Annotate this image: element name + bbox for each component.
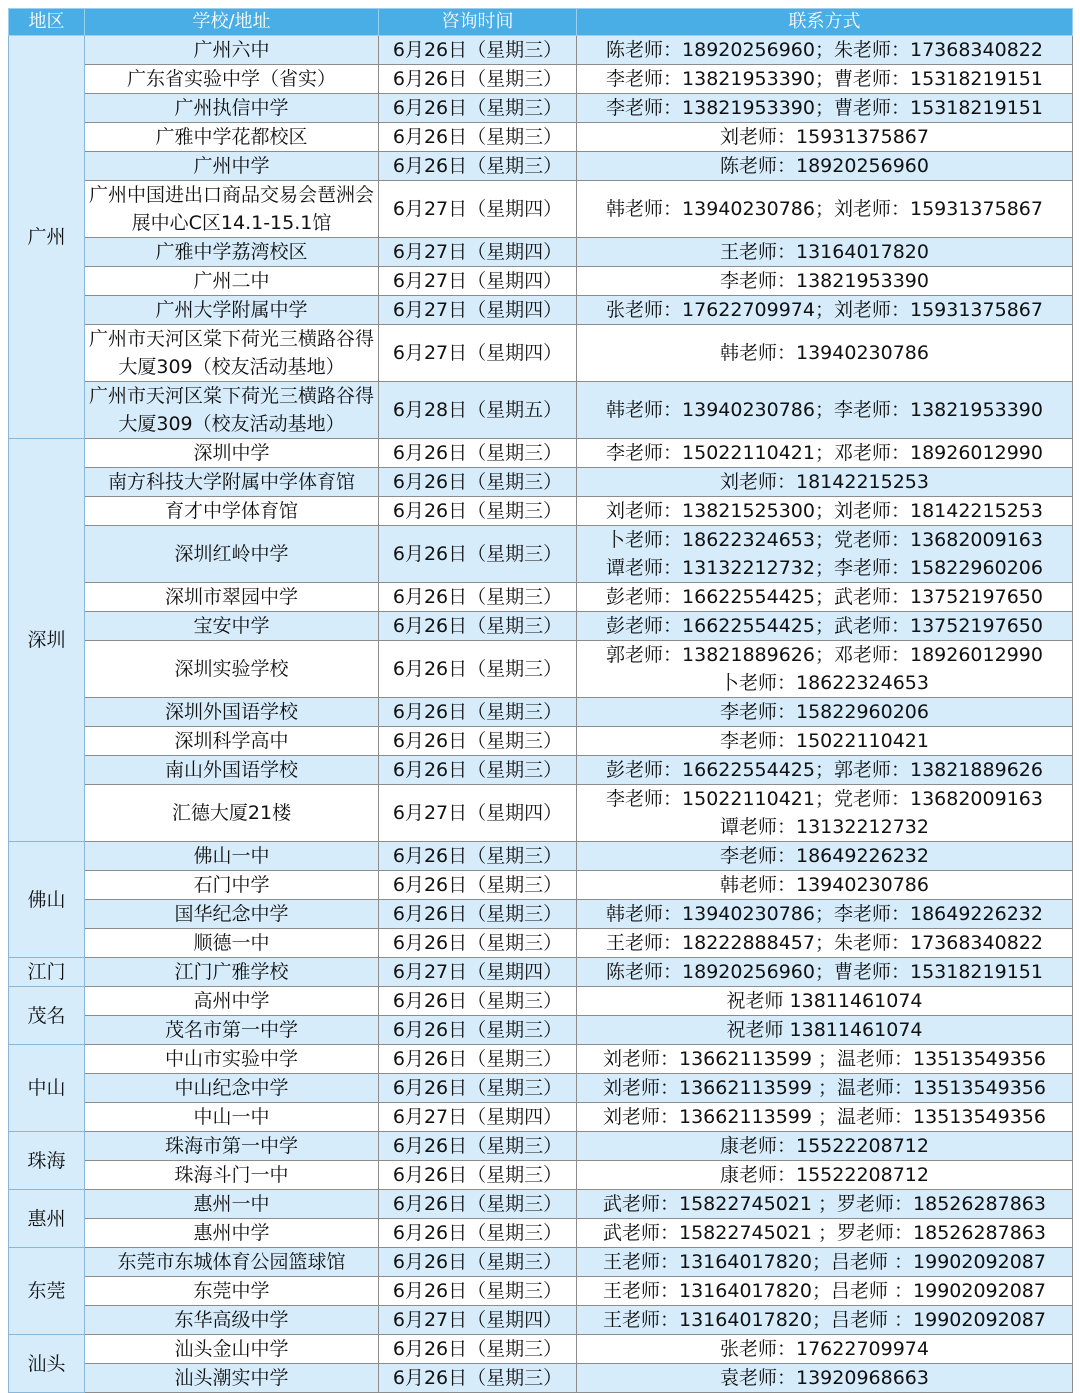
contact-line: 王老师：13164017820；吕老师 ：19902092087 [603, 1280, 1046, 1302]
contact-cell [577, 497, 1073, 526]
table-row [9, 1103, 1073, 1132]
contact-line: 李老师：15022110421；党老师：13682009163 [606, 788, 1043, 810]
contact-cell [577, 325, 1073, 382]
school-cell: 深圳实验学校 [85, 641, 379, 698]
table-row [9, 785, 1073, 842]
school-cell: 惠州中学 [85, 1219, 379, 1248]
contact-cell [577, 698, 1073, 727]
time-cell: 6月27日（星期四） [379, 958, 577, 987]
table-row [9, 1335, 1073, 1364]
table-row [9, 382, 1073, 439]
time-cell: 6月27日（星期四） [379, 1103, 577, 1132]
school-cell: 广州二中 [85, 267, 379, 296]
time-cell: 6月26日（星期三） [379, 497, 577, 526]
time-cell: 6月26日（星期三） [379, 1248, 577, 1277]
contact-cell [577, 1045, 1073, 1074]
contact-cell [577, 1335, 1073, 1364]
table-row [9, 1277, 1073, 1306]
table-row [9, 1074, 1073, 1103]
school-cell: 广州六中 [85, 36, 379, 65]
table-body [9, 36, 1073, 1393]
school-cell: 广州中国进出口商品交易会琶洲会展中心C区14.1-15.1馆 [85, 181, 379, 238]
school-cell: 高州中学 [85, 987, 379, 1016]
school-cell: 顺德一中 [85, 929, 379, 958]
school-cell: 广州执信中学 [85, 94, 379, 123]
contact-cell [577, 439, 1073, 468]
contact-line: 王老师：13164017820；吕老师 ：19902092087 [603, 1251, 1046, 1273]
time-cell: 6月27日（星期四） [379, 1306, 577, 1335]
contact-line: 刘老师：13662113599 ；温老师：13513549356 [603, 1048, 1046, 1070]
contact-line: 李老师：15822960206 [720, 701, 929, 723]
contact-line: 彭老师：16622554425；武老师：13752197650 [606, 586, 1043, 608]
time-cell: 6月26日（星期三） [379, 929, 577, 958]
region-cell: 茂名 [9, 987, 85, 1045]
time-cell: 6月26日（星期三） [379, 1016, 577, 1045]
region-cell: 佛山 [9, 842, 85, 958]
table-row [9, 1161, 1073, 1190]
table-row [9, 583, 1073, 612]
school-cell: 深圳红岭中学 [85, 526, 379, 583]
table-row [9, 36, 1073, 65]
region-cell: 珠海 [9, 1132, 85, 1190]
contact-cell [577, 900, 1073, 929]
contact-line: 刘老师：13821525300；刘老师：18142215253 [606, 500, 1043, 522]
region-cell: 深圳 [9, 439, 85, 842]
table-row [9, 152, 1073, 181]
region-cell: 东莞 [9, 1248, 85, 1335]
contact-line: 武老师：15822745021 ；罗老师：18526287863 [603, 1222, 1046, 1244]
contact-cell [577, 785, 1073, 842]
time-cell: 6月26日（星期三） [379, 1132, 577, 1161]
contact-cell [577, 756, 1073, 785]
time-cell: 6月26日（星期三） [379, 612, 577, 641]
time-cell: 6月26日（星期三） [379, 1364, 577, 1393]
contact-cell [577, 1103, 1073, 1132]
time-cell: 6月26日（星期三） [379, 65, 577, 94]
contact-line: 彭老师：16622554425；武老师：13752197650 [606, 615, 1043, 637]
table-row [9, 871, 1073, 900]
school-cell: 佛山一中 [85, 842, 379, 871]
table-row [9, 1132, 1073, 1161]
table-row [9, 1248, 1073, 1277]
time-cell: 6月26日（星期三） [379, 152, 577, 181]
table-row [9, 987, 1073, 1016]
table-row [9, 497, 1073, 526]
time-cell: 6月26日（星期三） [379, 439, 577, 468]
school-cell: 珠海斗门一中 [85, 1161, 379, 1190]
contact-cell [577, 526, 1073, 583]
contact-cell [577, 1074, 1073, 1103]
contact-cell [577, 1306, 1073, 1335]
contact-cell [577, 36, 1073, 65]
contact-cell [577, 94, 1073, 123]
contact-cell [577, 1277, 1073, 1306]
school-cell: 广雅中学花都校区 [85, 123, 379, 152]
school-cell: 深圳外国语学校 [85, 698, 379, 727]
contact-cell [577, 1161, 1073, 1190]
contact-cell [577, 1248, 1073, 1277]
contact-line: 张老师：17622709974；刘老师：15931375867 [606, 299, 1043, 321]
school-cell: 国华纪念中学 [85, 900, 379, 929]
contact-line: 卜老师：18622324653 [720, 672, 929, 694]
contact-line: 李老师：18649226232 [720, 845, 929, 867]
time-cell: 6月26日（星期三） [379, 526, 577, 583]
contact-cell [577, 267, 1073, 296]
time-cell: 6月26日（星期三） [379, 698, 577, 727]
time-cell: 6月26日（星期三） [379, 900, 577, 929]
table-row [9, 612, 1073, 641]
region-cell: 江门 [9, 958, 85, 987]
table-row [9, 65, 1073, 94]
contact-line: 郭老师：13821889626；邓老师：18926012990 [606, 644, 1043, 666]
time-cell: 6月26日（星期三） [379, 1074, 577, 1103]
contact-line: 刘老师：13662113599 ；温老师：13513549356 [603, 1106, 1046, 1128]
contact-line: 王老师：18222888457；朱老师：17368340822 [606, 932, 1043, 954]
contact-line: 韩老师：13940230786 [720, 874, 929, 896]
table-row [9, 698, 1073, 727]
contact-line: 彭老师：16622554425；郭老师：13821889626 [606, 759, 1043, 781]
school-cell: 石门中学 [85, 871, 379, 900]
time-cell: 6月27日（星期四） [379, 181, 577, 238]
table-row [9, 756, 1073, 785]
school-cell: 汕头金山中学 [85, 1335, 379, 1364]
table-row [9, 1045, 1073, 1074]
school-cell: 深圳科学高中 [85, 727, 379, 756]
contact-line: 陈老师：18920256960；曹老师：15318219151 [606, 961, 1043, 983]
contact-line: 谭老师：13132212732；李老师：15822960206 [606, 557, 1043, 579]
contact-line: 刘老师：13662113599 ；温老师：13513549356 [603, 1077, 1046, 1099]
contact-cell [577, 468, 1073, 497]
time-cell: 6月26日（星期三） [379, 1161, 577, 1190]
contact-line: 李老师：13821953390；曹老师：15318219151 [606, 97, 1043, 119]
table-row [9, 900, 1073, 929]
table-row [9, 958, 1073, 987]
contact-line: 王老师：13164017820；吕老师 ：19902092087 [603, 1309, 1046, 1331]
contact-line: 武老师：15822745021 ；罗老师：18526287863 [603, 1193, 1046, 1215]
school-cell: 广雅中学荔湾校区 [85, 238, 379, 267]
school-cell: 中山一中 [85, 1103, 379, 1132]
school-cell: 广州中学 [85, 152, 379, 181]
contact-cell [577, 842, 1073, 871]
header-row [9, 9, 1073, 36]
school-cell: 宝安中学 [85, 612, 379, 641]
contact-cell [577, 65, 1073, 94]
time-cell: 6月26日（星期三） [379, 641, 577, 698]
time-cell: 6月26日（星期三） [379, 727, 577, 756]
contact-cell [577, 958, 1073, 987]
contact-line: 卜老师：18622324653；党老师：13682009163 [606, 529, 1043, 551]
contact-line: 陈老师：18920256960 [720, 155, 929, 177]
contact-cell [577, 1132, 1073, 1161]
region-cell: 广州 [9, 36, 85, 439]
contact-cell [577, 583, 1073, 612]
school-cell: 茂名市第一中学 [85, 1016, 379, 1045]
table-row [9, 296, 1073, 325]
table-row [9, 1190, 1073, 1219]
table-row [9, 641, 1073, 698]
contact-line: 张老师：17622709974 [720, 1338, 929, 1360]
time-cell: 6月26日（星期三） [379, 1219, 577, 1248]
contact-cell [577, 929, 1073, 958]
table-row [9, 181, 1073, 238]
contact-line: 韩老师：13940230786；李老师：18649226232 [606, 903, 1043, 925]
time-cell: 6月26日（星期三） [379, 123, 577, 152]
contact-cell [577, 382, 1073, 439]
time-cell: 6月26日（星期三） [379, 583, 577, 612]
contact-line: 祝老师 13811461074 [726, 1019, 923, 1041]
school-cell: 南山外国语学校 [85, 756, 379, 785]
contact-cell [577, 1364, 1073, 1393]
contact-line: 袁老师：13920968663 [720, 1367, 929, 1389]
time-cell: 6月27日（星期四） [379, 238, 577, 267]
school-cell: 深圳市翠园中学 [85, 583, 379, 612]
school-cell: 广州市天河区棠下荷光三横路谷得大厦309（校友活动基地） [85, 382, 379, 439]
table-row [9, 1016, 1073, 1045]
table-row [9, 1306, 1073, 1335]
table-row [9, 1364, 1073, 1393]
school-cell: 汕头潮实中学 [85, 1364, 379, 1393]
contact-line: 陈老师：18920256960；朱老师：17368340822 [606, 39, 1043, 61]
contact-line: 韩老师：13940230786；刘老师：15931375867 [606, 198, 1043, 220]
contact-cell [577, 871, 1073, 900]
time-cell: 6月26日（星期三） [379, 36, 577, 65]
region-cell: 中山 [9, 1045, 85, 1132]
table-row [9, 325, 1073, 382]
consultation-schedule-table [8, 8, 1073, 1393]
time-cell: 6月27日（星期四） [379, 296, 577, 325]
time-cell: 6月26日（星期三） [379, 1335, 577, 1364]
time-cell: 6月26日（星期三） [379, 1190, 577, 1219]
school-cell: 汇德大厦21楼 [85, 785, 379, 842]
contact-cell [577, 152, 1073, 181]
time-cell: 6月27日（星期四） [379, 267, 577, 296]
contact-cell [577, 987, 1073, 1016]
table-row [9, 238, 1073, 267]
table-row [9, 842, 1073, 871]
contact-line: 王老师：13164017820 [720, 241, 929, 263]
time-cell: 6月26日（星期三） [379, 1277, 577, 1306]
contact-line: 康老师：15522208712 [720, 1135, 929, 1157]
contact-line: 谭老师：13132212732 [720, 816, 929, 838]
school-cell: 惠州一中 [85, 1190, 379, 1219]
school-cell: 广州市天河区棠下荷光三横路谷得大厦309（校友活动基地） [85, 325, 379, 382]
school-cell: 广东省实验中学（省实） [85, 65, 379, 94]
header-time: 咨询时间 [379, 9, 577, 36]
school-cell: 东华高级中学 [85, 1306, 379, 1335]
table-row [9, 123, 1073, 152]
contact-cell [577, 1219, 1073, 1248]
table-row [9, 1219, 1073, 1248]
contact-line: 祝老师 13811461074 [726, 990, 923, 1012]
contact-line: 李老师：15022110421 [720, 730, 929, 752]
contact-line: 李老师：13821953390 [720, 270, 929, 292]
contact-cell [577, 641, 1073, 698]
time-cell: 6月26日（星期三） [379, 756, 577, 785]
time-cell: 6月26日（星期三） [379, 1045, 577, 1074]
region-cell: 惠州 [9, 1190, 85, 1248]
contact-cell [577, 1190, 1073, 1219]
contact-cell [577, 612, 1073, 641]
time-cell: 6月26日（星期三） [379, 842, 577, 871]
contact-line: 李老师：13821953390；曹老师：15318219151 [606, 68, 1043, 90]
school-cell: 育才中学体育馆 [85, 497, 379, 526]
school-cell: 东莞市东城体育公园篮球馆 [85, 1248, 379, 1277]
contact-line: 刘老师：15931375867 [720, 126, 929, 148]
contact-line: 韩老师：13940230786 [720, 342, 929, 364]
contact-line: 刘老师：18142215253 [720, 471, 929, 493]
contact-cell [577, 727, 1073, 756]
school-cell: 中山纪念中学 [85, 1074, 379, 1103]
time-cell: 6月27日（星期四） [379, 325, 577, 382]
header-region: 地区 [9, 9, 85, 36]
time-cell: 6月26日（星期三） [379, 987, 577, 1016]
contact-line: 李老师：15022110421；邓老师：18926012990 [606, 442, 1043, 464]
time-cell: 6月26日（星期三） [379, 468, 577, 497]
contact-cell [577, 238, 1073, 267]
time-cell: 6月28日（星期五） [379, 382, 577, 439]
table-row [9, 267, 1073, 296]
time-cell: 6月26日（星期三） [379, 94, 577, 123]
school-cell: 江门广雅学校 [85, 958, 379, 987]
table-row [9, 468, 1073, 497]
school-cell: 中山市实验中学 [85, 1045, 379, 1074]
school-cell: 深圳中学 [85, 439, 379, 468]
table-row [9, 526, 1073, 583]
table-row [9, 94, 1073, 123]
time-cell: 6月26日（星期三） [379, 871, 577, 900]
contact-cell [577, 123, 1073, 152]
contact-line: 韩老师：13940230786；李老师：13821953390 [606, 399, 1043, 421]
region-cell: 汕头 [9, 1335, 85, 1393]
school-cell: 珠海市第一中学 [85, 1132, 379, 1161]
school-cell: 广州大学附属中学 [85, 296, 379, 325]
table-row [9, 727, 1073, 756]
contact-line: 康老师：15522208712 [720, 1164, 929, 1186]
school-cell: 东莞中学 [85, 1277, 379, 1306]
table-row [9, 929, 1073, 958]
contact-cell [577, 296, 1073, 325]
contact-cell [577, 181, 1073, 238]
header-school: 学校/地址 [85, 9, 379, 36]
time-cell: 6月27日（星期四） [379, 785, 577, 842]
table-row [9, 439, 1073, 468]
header-contact: 联系方式 [577, 9, 1073, 36]
school-cell: 南方科技大学附属中学体育馆 [85, 468, 379, 497]
contact-cell [577, 1016, 1073, 1045]
